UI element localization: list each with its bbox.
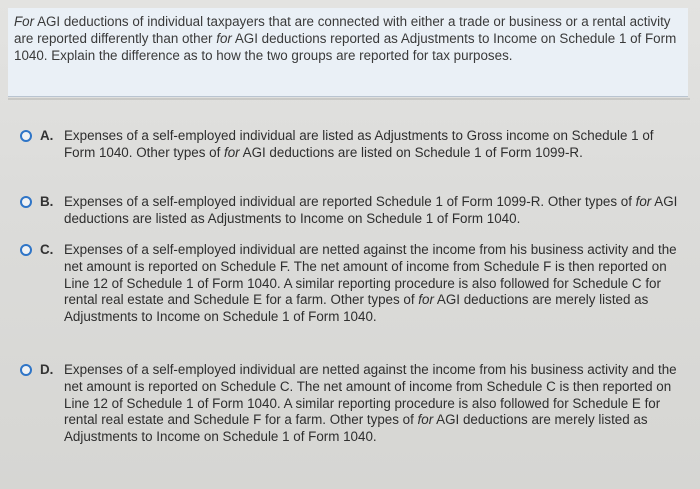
option-text-italic: for	[418, 292, 434, 308]
question-italic-for: For	[14, 14, 35, 29]
divider	[8, 98, 690, 100]
option-text	[64, 128, 684, 162]
option-text-italic: for	[635, 194, 652, 209]
option-text-post: AGI deductions are merely listed as Adjustments to Income on Schedule 1 of Form 1040.	[64, 412, 648, 445]
radio-button-a[interactable]	[20, 130, 32, 142]
option-text	[64, 194, 684, 228]
option-text-pre: Expenses of a self-employed individual are reported Schedule 1 of Form 1099-R. Other types of	[64, 194, 636, 209]
option-letter: C.	[40, 242, 54, 257]
question-italic-for-2: for	[216, 30, 232, 46]
radio-button-d[interactable]	[20, 364, 32, 376]
option-text-post: AGI deductions are listed on Schedule 1 of Form 1099-R.	[239, 144, 583, 160]
question-part-1: AGI deductions of individual taxpayers that are connected with either a trade or business or a rental activity are reported differently than other	[14, 14, 671, 46]
option-text-italic: for	[224, 144, 240, 160]
option-text-pre: Expenses of a self-employed individual are netted against the income from his business activity and the net amount is reported on Schedule C. The net amount of income from Schedule C is then reported on Line 12 of Schedule 1 of Form 1040. A similar reporting procedure is also followed for Schedule E for rental real estate and Schedule F for a farm. Other types of	[64, 362, 677, 428]
question-part-2: AGI deductions reported as Adjustments to Income on Schedule 1 of Form 1040. Explain the difference as to how the two groups are reported for tax purposes.	[14, 30, 677, 63]
option-text	[64, 242, 684, 326]
radio-button-b[interactable]	[20, 196, 32, 208]
option-text-post: AGI deductions are merely listed as Adjustments to Income on Schedule 1 of Form 1040.	[64, 292, 649, 325]
radio-button-c[interactable]	[20, 244, 32, 256]
option-letter: B.	[40, 194, 54, 209]
option-text-pre: Expenses of a self-employed individual are netted against the income from his business activity and the net amount is reported on Schedule F. The net amount of income from Schedule F is then reported on Line 12 of Schedule 1 of Form 1040. A similar reporting procedure is also followed for Schedule C for rental real estate and Schedule E for a farm. Other types of	[64, 242, 677, 308]
question-text	[14, 14, 682, 64]
option-text-italic: for	[417, 412, 434, 428]
option-text-pre: Expenses of a self-employed individual are listed as Adjustments to Gross income on Schedule 1 of Form 1040. Other types of	[64, 128, 654, 160]
option-text-post: AGI deductions are listed as Adjustments to Income on Schedule 1 of Form 1040.	[64, 194, 678, 226]
question-panel	[8, 8, 688, 97]
option-letter: A.	[40, 128, 54, 143]
option-text	[64, 362, 684, 446]
option-letter: D.	[40, 362, 54, 377]
